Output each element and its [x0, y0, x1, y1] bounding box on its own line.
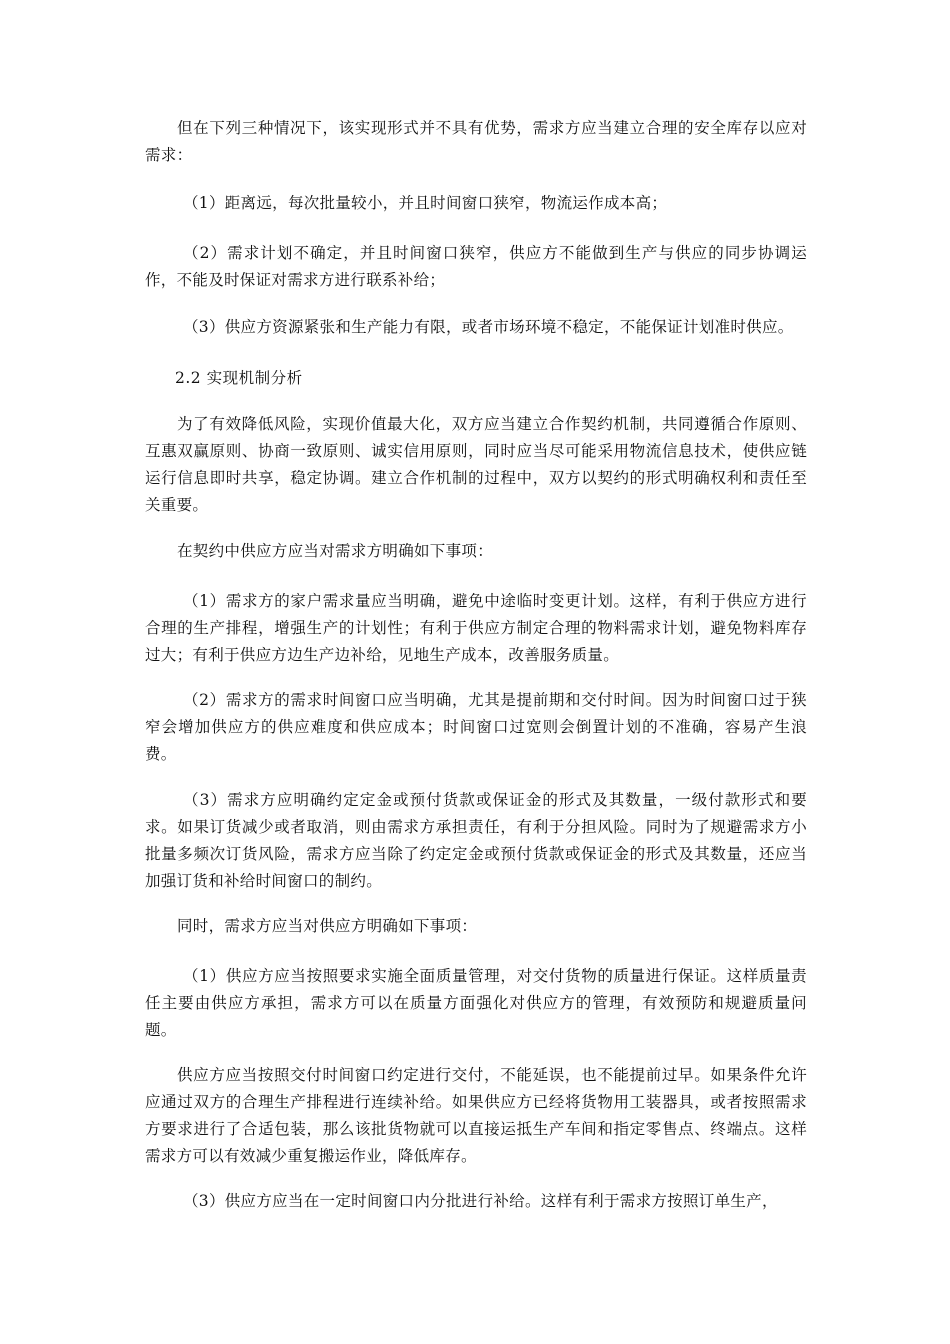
- paragraph-cooperation-mechanism: 为了有效降低风险，实现价值最大化，双方应当建立合作契约机制，共同遵循合作原则、互惠双赢原则、协商一致原则、诚实信用原则，同时应当尽可能采用物流信息技术，使供应链运行信息即时共享，稳定协调。建立合作机制的过程中，双方以契约的形式明确权利和责任至关重要。: [145, 415, 807, 514]
- list-item-time-window: （2）需求方的需求时间窗口应当明确，尤其是提前期和交付时间。因为时间窗口过于狭窄会增加供应方的供应难度和供应成本；时间窗口过宽则会倒置计划的不准确，容易产生浪费。: [145, 691, 807, 763]
- paragraph-safety-stock-intro: 但在下列三种情况下，该实现形式并不具有优势，需求方应当建立合理的安全库存以应对需求：: [145, 119, 807, 164]
- list-item-quality: （1）供应方应当按照要求实施全面质量管理，对交付货物的质量进行保证。这样质量责任主要由供应方承担，需求方可以在质量方面强化对供应方的管理，有效预防和规避质量问题。: [145, 967, 807, 1039]
- list-item-deposit: （3）需求方应明确约定定金或预付货款或保证金的形式及其数量，一级付款形式和要求。如果订货减少或者取消，则由需求方承担责任，有利于分担风险。同时为了规避需求方小批量多频次订货风险，需求方应当除了约定定金或预付货款或保证金的形式及其数量，还应当加强订货和补给时间窗口的制约。: [145, 791, 807, 890]
- paragraph-supplier-requirements-intro: 在契约中供应方应当对需求方明确如下事项：: [177, 542, 494, 560]
- list-item-demand-quantity: （1）需求方的家户需求量应当明确，避免中途临时变更计划。这样，有利于供应方进行合理的生产排程，增强生产的计划性；有利于供应方制定合理的物料需求计划，避免物料库存过大；有利于供应方边生产边补给，见地生产成本，改善服务质量。: [145, 592, 807, 664]
- list-item-resource-shortage: （3）供应方资源紧张和生产能力有限，或者市场环境不稳定，不能保证计划准时供应。: [183, 318, 794, 336]
- paragraph-delivery: 供应方应当按照交付时间窗口约定进行交付，不能延误，也不能提前过早。如果条件允许应通过双方的合理生产排程进行连续补给。如果供应方已经将货物用工装器具，或者按照需求方要求进行了合适包装，那么该批货物就可以直接运抵生产车间和指定零售点、终端点。这样需求方可以有效减少重复搬运作业，降低库存。: [145, 1066, 807, 1165]
- list-item-uncertain-plan: （2）需求计划不确定，并且时间窗口狭窄，供应方不能做到生产与供应的同步协调运作，不能及时保证对需求方进行联系补给；: [145, 244, 807, 289]
- section-heading: 2.2 实现机制分析: [175, 369, 303, 387]
- list-item-batch-supply: （3）供应方应当在一定时间窗口内分批进行补给。这样有利于需求方按照订单生产，: [183, 1192, 778, 1210]
- paragraph-demand-requirements-intro: 同时，需求方应当对供应方明确如下事项：: [177, 917, 478, 935]
- list-item-distance: （1）距离远，每次批量较小，并且时间窗口狭窄，物流运作成本高；: [183, 194, 668, 212]
